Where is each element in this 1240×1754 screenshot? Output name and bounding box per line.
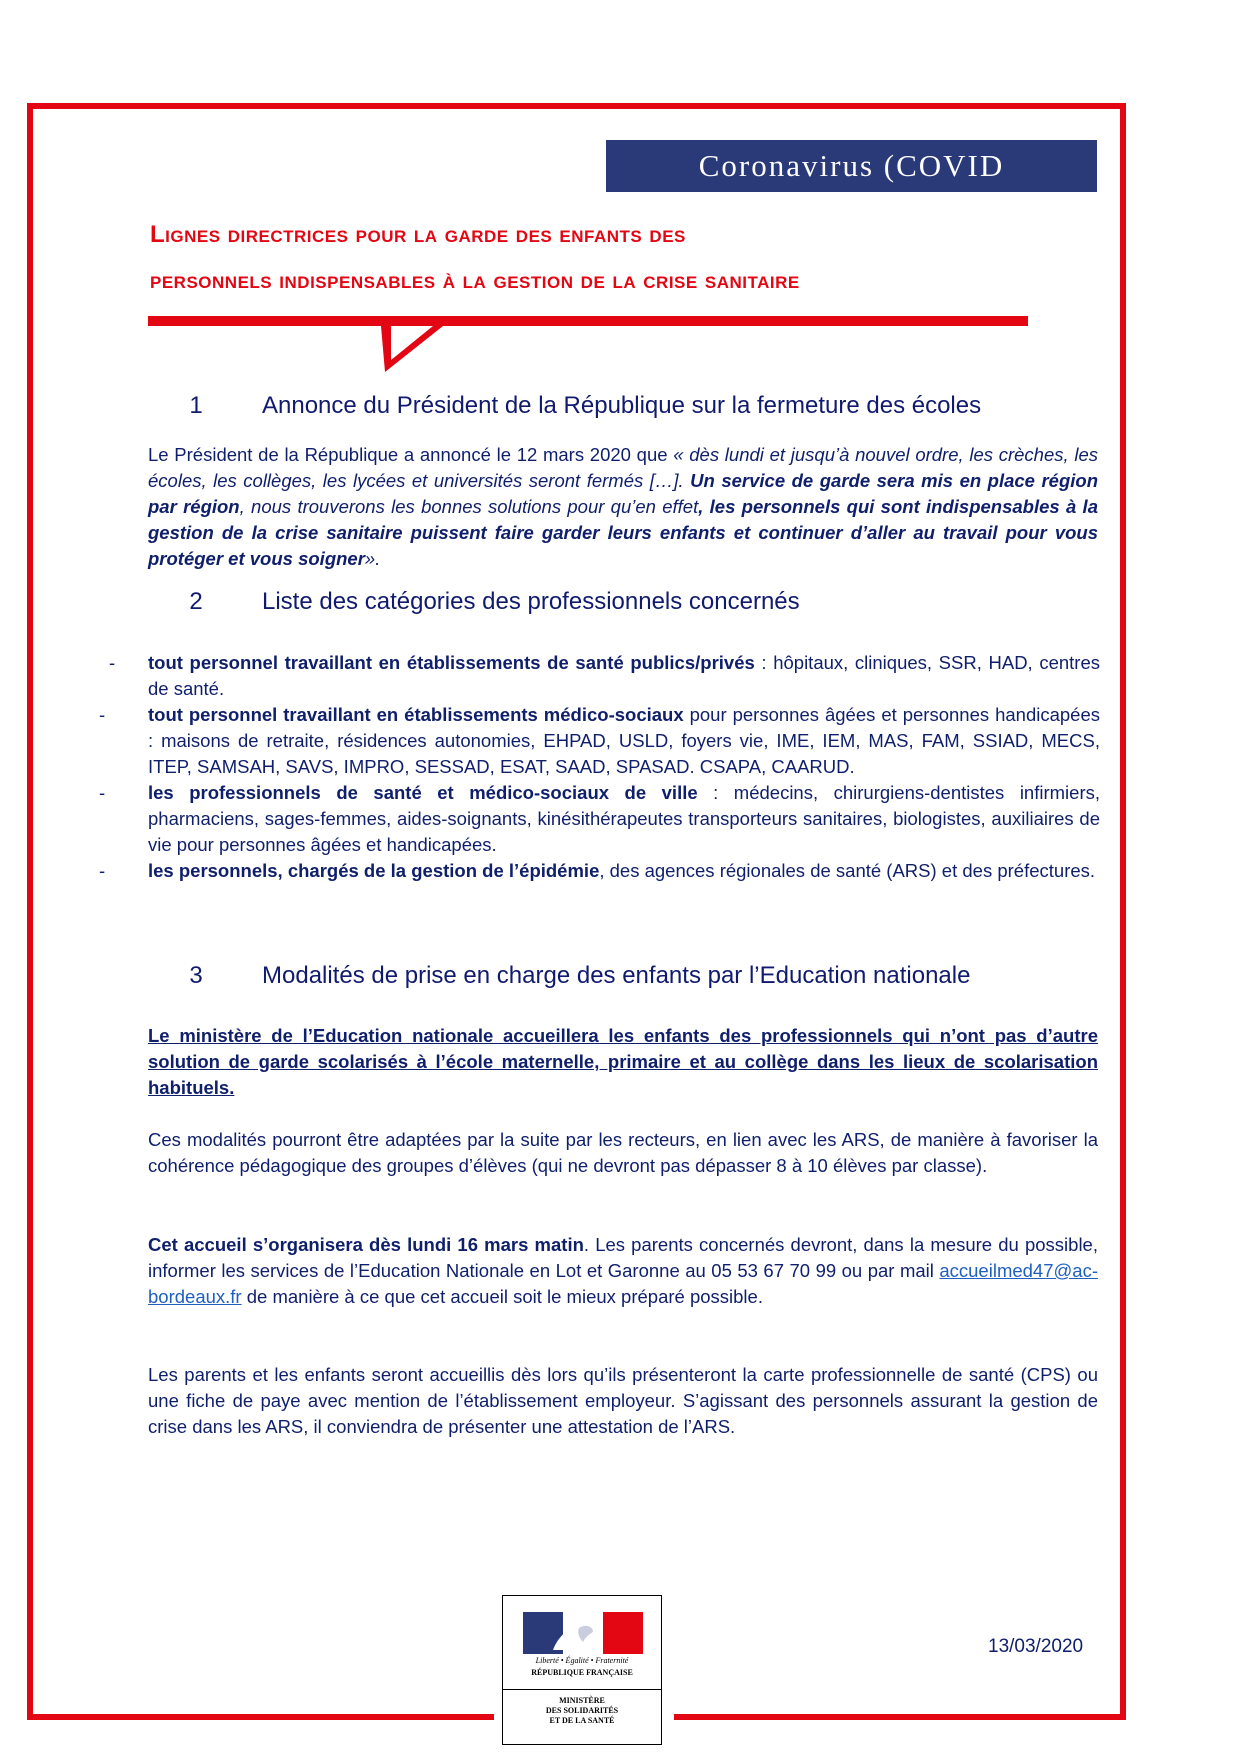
section-title: Modalités de prise en charge des enfants par l’Education nationale — [262, 962, 971, 989]
divider-shape — [148, 316, 1028, 372]
marianne-flag-icon — [523, 1612, 643, 1654]
s1-intro: Le Président de la République a annoncé le 12 mars 2020 que — [148, 444, 674, 465]
title-line-1: Lignes directrices pour la garde des enfants des — [150, 221, 686, 248]
professionals-list — [99, 650, 1101, 884]
ministry-line-3: ET DE LA SANTÉ — [549, 1716, 615, 1725]
logo-separator — [503, 1689, 661, 1690]
section-3-paragraph-2: Ces modalités pourront être adaptées par la suite par les recteurs, en lien avec les ARS, de manière à favoriser la cohérence pédagogique des groupes d’élèves (qui ne devront pas dépasser 8 à 10 élèves par classe). — [148, 1129, 1098, 1176]
list-item-bold: les professionnels de santé et médico-sociaux de ville — [148, 782, 698, 803]
document-title — [150, 212, 1110, 304]
section-number: 1 — [189, 392, 203, 419]
list-dash: - — [99, 704, 106, 725]
list-dash: - — [109, 652, 116, 673]
section-number: 3 — [189, 962, 203, 989]
logo-republique: RÉPUBLIQUE FRANÇAISE — [531, 1668, 633, 1677]
list-item — [105, 650, 1100, 702]
list-item — [99, 702, 1100, 780]
header-banner: Coronavirus (COVID — [606, 140, 1097, 192]
s1-bold1: Un service de garde sera mis en place région par région — [148, 470, 1099, 517]
ministry-line-2: DES SOLIDARITÉS — [545, 1706, 619, 1715]
list-item-text: , des agences régionales de santé (ARS) et des préfectures. — [599, 860, 1096, 881]
logo-ministry — [503, 1696, 661, 1726]
s1-end: ». — [364, 548, 381, 569]
list-item-bold: tout personnel travaillant en établissements de santé publics/privés — [148, 652, 755, 673]
list-dash: - — [99, 860, 106, 881]
email-link[interactable]: accueilmed47@ac-bordeaux.fr — [148, 1260, 1098, 1307]
ministry-logo — [502, 1595, 662, 1745]
section-3-paragraph-1: Le ministère de l’Education nationale accueillera les enfants des professionnels qui n’ont pas d’autre solution de garde scolarisés à l’école maternelle, primaire et au collège dans les lieux de scolarisation habituels. — [148, 1025, 1098, 1098]
section-3-paragraph-3 — [148, 1232, 1098, 1310]
section-3-paragraph-4: Les parents et les enfants seront accueillis dès lors qu’ils présenteront la carte professionnelle de santé (CPS) ou une fiche de paye avec mention de l’établissement employeur. S’agissant des personnels assurant la gestion de crise dans les ARS, il conviendra de présenter une attestation de l’ARS. — [148, 1364, 1098, 1437]
list-item-bold: les personnels, chargés de la gestion de l’épidémie — [148, 860, 600, 881]
title-divider — [148, 310, 1028, 380]
section-1-paragraph — [148, 442, 1098, 572]
title-line-2: personnels indispensables à la gestion de la crise sanitaire — [150, 267, 800, 294]
list-item-bold: tout personnel travaillant en établissements médico-sociaux — [148, 704, 684, 725]
logo-motto: Liberté • Égalité • Fraternité — [535, 1656, 629, 1665]
section-number: 2 — [189, 588, 203, 615]
s1-quote2: , nous trouverons les bonnes solutions pour qu’en effet — [239, 496, 699, 517]
document-date: 13/03/2020 — [988, 1636, 1084, 1657]
list-item-text: : hôpitaux, cliniques, SSR, HAD, centres de santé. — [148, 652, 1101, 699]
s1-bold2: , les personnels qui sont indispensables à la gestion de la crise sanitaire puissent faire garder leurs enfants et continuer d’aller au travail pour vous protéger et vous soigner — [148, 496, 1098, 569]
section-title: Liste des catégories des professionnels concernés — [262, 588, 800, 615]
p3-bold: Cet accueil s’organisera dès lundi 16 mars matin — [148, 1234, 584, 1255]
p3-text: . Les parents concernés devront, dans la mesure du possible, informer les services de l’Education Nationale en Lot et Garonne au 05 53 67 70 99 ou par mail — [148, 1234, 1098, 1281]
list-item — [99, 858, 1100, 884]
section-title: Annonce du Président de la République sur la fermeture des écoles — [262, 392, 982, 419]
p3-end: de manière à ce que cet accueil soit le mieux préparé possible. — [241, 1286, 763, 1307]
list-dash: - — [99, 782, 106, 803]
s1-quote1: « dès lundi et jusqu’à nouvel ordre, les crèches, les écoles, les collèges, les lycées et universités seront fermés […]. — [148, 444, 1099, 491]
list-item-text: : médecins, chirurgiens-dentistes infirmiers, pharmaciens, sages-femmes, aides-soignants, kinésithérapeutes transporteurs sanitaires, biologistes, auxiliaires de vie pour personnes âgées et handicapées. — [148, 782, 1100, 855]
ministry-line-1: MINISTÈRE — [559, 1696, 605, 1705]
list-item-text: pour personnes âgées et personnes handicapées : maisons de retraite, résidences autonomies, EHPAD, USLD, foyers vie, IME, IEM, MAS, FAM, SSIAD, MECS, ITEP, SAMSAH, SAVS, IMPRO, SESSAD, ESAT, SAAD, SPASAD. CSAPA, CAARUD. — [148, 704, 1100, 777]
list-item — [99, 780, 1100, 858]
